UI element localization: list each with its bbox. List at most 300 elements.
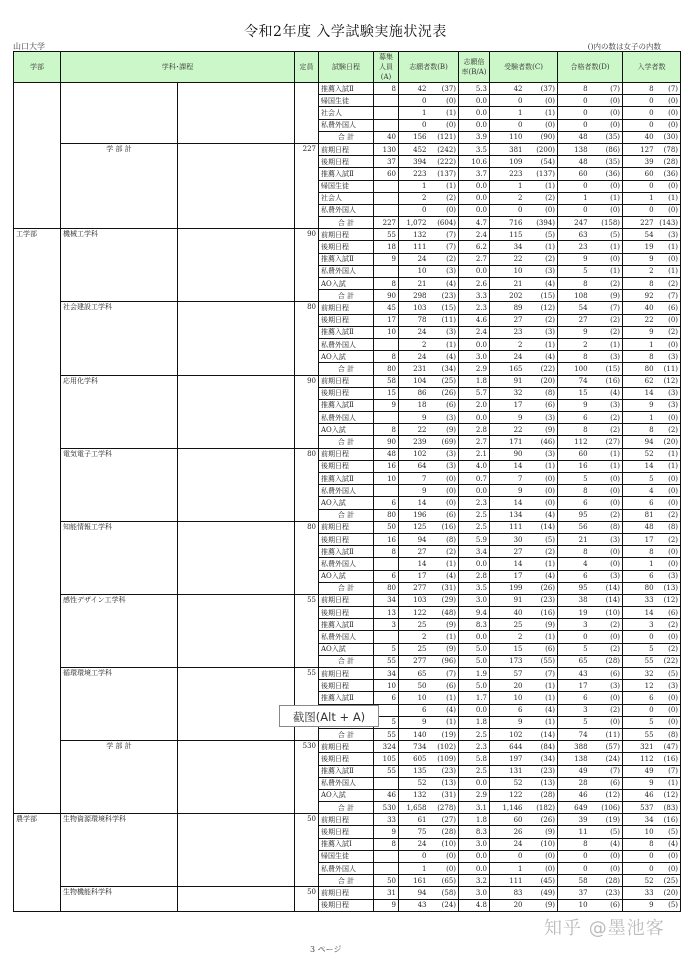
cell-quota: 60 [374,168,399,180]
cell-ratio: 10.6 [459,156,490,168]
cell-enr-f: (2) [656,326,681,338]
cell-enr: 19 [623,241,656,253]
table-body [14,83,681,912]
cell-pass: 56 [558,521,590,533]
cell-pass-f: (2) [590,619,623,631]
cell-ratio: 3.4 [459,546,490,558]
cell-pass: 3 [558,619,590,631]
department-name: 感性デザイン工学科 [61,594,178,667]
cell-app: 277 [399,655,429,667]
cell-app-f: (0) [429,863,459,875]
cell-enr: 8 [623,424,656,436]
cell-app: 75 [399,826,429,838]
cell-enr-f: (3) [656,680,681,692]
cell-quota: 34 [374,668,399,680]
cell-enr: 33 [623,887,656,899]
cell-quota: 9 [374,399,399,411]
cell-pass: 39 [558,814,590,826]
cell-app-f: (27) [429,814,459,826]
cell-app: 64 [399,460,429,472]
cell-app: 6 [399,704,429,716]
cell-app: 2 [399,631,429,643]
cell-app: 42 [399,83,429,95]
exam-type: 推薦入試Ⅰ [319,838,374,850]
cell-enr-f: (2) [656,278,681,290]
cell-ratio: 5.0 [459,655,490,667]
cell-enr-f: (2) [656,533,681,545]
department-name: 社会建設工学科 [61,302,178,375]
exam-type: 合 計 [319,509,374,521]
cell-enr: 8 [623,278,656,290]
cell-app: 298 [399,290,429,302]
cell-app-f: (13) [429,777,459,789]
cell-quota: 6 [374,570,399,582]
cell-exm-f: (14) [525,728,558,740]
cell-exm-f: (3) [525,265,558,277]
cell-enr-f: (20) [656,436,681,448]
exam-type: 推薦入試Ⅱ [319,326,374,338]
cell-enr: 8 [623,546,656,558]
exam-type: 私費外国人 [319,265,374,277]
cell-pass-f: (0) [590,497,623,509]
cell-enr: 60 [623,168,656,180]
cell-quota: 9 [374,899,399,911]
exam-type: 推薦入試Ⅱ [319,168,374,180]
cell-exm: 83 [490,887,525,899]
cell-enr: 9 [623,399,656,411]
cell-app: 94 [399,533,429,545]
cell-quota: 8 [374,83,399,95]
cell-enr-f: (0) [656,558,681,570]
cell-exm-f: (6) [525,399,558,411]
cell-ratio: 2.0 [459,399,490,411]
cell-exm-f: (4) [525,509,558,521]
cell-pass: 8 [558,351,590,363]
cell-pass: 49 [558,765,590,777]
table-row [14,594,681,606]
cell-exm: 644 [490,741,525,753]
cell-ratio: 0.0 [459,119,490,131]
cell-ratio: 2.4 [459,326,490,338]
cell-app: 132 [399,229,429,241]
cell-exm-f: (22) [525,363,558,375]
cell-app-f: (0) [429,850,459,862]
cell-app-f: (3) [429,448,459,460]
cell-app-f: (0) [429,485,459,497]
cell-pass: 8 [558,838,590,850]
cell-quota: 10 [374,680,399,692]
cell-ratio: 4.0 [459,460,490,472]
cell-exm: 42 [490,83,525,95]
cell-app: 21 [399,278,429,290]
cell-exm: 1 [490,107,525,119]
cell-app: 231 [399,363,429,375]
cell-enr: 0 [623,704,656,716]
cell-quota: 90 [374,290,399,302]
cell-pass: 9 [558,399,590,411]
cell-pass: 15 [558,387,590,399]
cell-quota: 16 [374,533,399,545]
table-row [14,741,681,753]
exam-type: 社会人 [319,192,374,204]
cell-exm: 25 [490,619,525,631]
cell-exm: 202 [490,290,525,302]
exam-type: 合 計 [319,802,374,814]
cell-pass-f: (1) [590,448,623,460]
cell-pass-f: (28) [590,655,623,667]
cell-app-f: (102) [429,741,459,753]
cell-app: 52 [399,777,429,789]
header-applicants: 志願者数(B) [399,52,459,83]
cell-quota: 45 [374,302,399,314]
exam-type: 私費外国人 [319,485,374,497]
exam-type: 推薦入試Ⅱ [319,473,374,485]
cell-enr-f: (0) [656,314,681,326]
cell-exm-f: (3) [525,412,558,424]
cell-app: 22 [399,424,429,436]
cell-ratio: 5.7 [459,387,490,399]
exam-type: 合 計 [319,217,374,229]
cell-quota [374,777,399,789]
cell-exm: 2 [490,338,525,350]
cell-app-f: (2) [429,192,459,204]
cell-ratio: 0.0 [459,265,490,277]
cell-exm: 21 [490,278,525,290]
cell-pass-f: (106) [590,802,623,814]
cell-enr: 537 [623,802,656,814]
cell-enr: 0 [623,180,656,192]
cell-exm-f: (49) [525,887,558,899]
course-cell [178,448,295,521]
cell-enr-f: (2) [656,643,681,655]
cell-quota: 9 [374,826,399,838]
cell-enr: 55 [623,728,656,740]
exam-type: 前期日程 [319,521,374,533]
cell-quota: 46 [374,789,399,801]
course-cell [178,668,295,741]
cell-exm-f: (0) [525,863,558,875]
cell-pass: 0 [558,631,590,643]
cell-app: 2 [399,192,429,204]
cell-pass-f: (0) [590,204,623,216]
cell-pass-f: (0) [590,863,623,875]
cell-enr-f: (8) [656,521,681,533]
cell-app-f: (4) [429,351,459,363]
cell-enr-f: (12) [656,375,681,387]
cell-exm-f: (55) [525,655,558,667]
cell-enr-f: (7) [656,290,681,302]
cell-enr: 9 [623,899,656,911]
cell-enr-f: (0) [656,338,681,350]
cell-app-f: (6) [429,680,459,692]
cell-enr: 54 [623,229,656,241]
cell-quota: 50 [374,875,399,887]
exam-type: 前期日程 [319,741,374,753]
cell-exm-f: (7) [525,668,558,680]
exam-type: 前期日程 [319,668,374,680]
cell-pass: 58 [558,875,590,887]
cell-pass: 46 [558,789,590,801]
course-cell [178,302,295,375]
exam-type: 後期日程 [319,826,374,838]
cell-enr: 227 [623,217,656,229]
exam-type: 推薦入試Ⅱ [319,399,374,411]
table-row [14,143,681,155]
cell-exm-f: (1) [525,107,558,119]
cell-enr: 40 [623,302,656,314]
cell-enr: 1 [623,412,656,424]
cell-enr: 1 [623,338,656,350]
cell-exm-f: (26) [525,814,558,826]
cell-exm: 10 [490,692,525,704]
cell-enr: 80 [623,363,656,375]
exam-type: 後期日程 [319,314,374,326]
cell-app: 452 [399,143,429,155]
cell-app-f: (9) [429,643,459,655]
cell-enr-f: (13) [656,582,681,594]
cell-exm: 9 [490,716,525,728]
exam-type: 社会人 [319,107,374,119]
cell-pass: 6 [558,412,590,424]
exam-type: 推薦入試Ⅱ [319,83,374,95]
cell-ratio: 2.8 [459,570,490,582]
cell-enr-f: (5) [656,826,681,838]
cell-quota: 6 [374,497,399,509]
cell-ratio: 9.4 [459,607,490,619]
cell-ratio: 5.0 [459,643,490,655]
cell-pass-f: (2) [590,314,623,326]
cell-app-f: (3) [429,265,459,277]
cell-exm-f: (13) [525,777,558,789]
cell-exm: 14 [490,558,525,570]
capacity: 50 [295,887,319,911]
cell-exm-f: (0) [525,485,558,497]
watermark: 知乎 @墨池客 [544,918,665,939]
cell-exm: 23 [490,326,525,338]
cell-enr-f: (6) [656,607,681,619]
cell-app-f: (2) [429,253,459,265]
cell-exm: 223 [490,168,525,180]
cell-enr-f: (3) [656,399,681,411]
cell-app-f: (0) [429,473,459,485]
cell-enr-f: (1) [656,448,681,460]
cell-exm-f: (46) [525,436,558,448]
cell-exm: 173 [490,655,525,667]
cell-pass: 2 [558,338,590,350]
cell-enr: 6 [623,497,656,509]
cell-pass-f: (2) [590,412,623,424]
faculty-subtotal-label: 学 部 計 [61,741,178,814]
cell-exm: 17 [490,570,525,582]
cell-enr-f: (143) [656,217,681,229]
cell-exm-f: (182) [525,802,558,814]
cell-exm: 171 [490,436,525,448]
screenshot-tooltip: 截图(Alt + A) [279,705,379,727]
cell-ratio: 1.8 [459,814,490,826]
cell-quota [374,107,399,119]
cell-exm-f: (0) [525,204,558,216]
cell-app: 605 [399,753,429,765]
cell-app-f: (1) [429,716,459,728]
cell-pass: 100 [558,363,590,375]
cell-quota: 17 [374,314,399,326]
cell-app-f: (7) [429,668,459,680]
cell-quota: 8 [374,278,399,290]
cell-quota: 227 [374,217,399,229]
cell-ratio: 0.0 [459,107,490,119]
cell-quota: 5 [374,643,399,655]
exam-type: 私費外国人 [319,631,374,643]
exam-type: AO入試 [319,643,374,655]
cell-pass: 11 [558,826,590,838]
cell-ratio: 5.9 [459,533,490,545]
cell-ratio: 2.7 [459,436,490,448]
exam-type: AO入試 [319,424,374,436]
cell-exm-f: (2) [525,192,558,204]
cell-quota: 40 [374,131,399,143]
table-row [14,448,681,460]
cell-enr-f: (0) [656,850,681,862]
cell-app: 1,658 [399,802,429,814]
cell-pass-f: (0) [590,631,623,643]
cell-ratio: 2.5 [459,509,490,521]
cell-app-f: (23) [429,290,459,302]
cell-pass-f: (23) [590,887,623,899]
cell-app: 122 [399,607,429,619]
cell-ratio: 2.5 [459,521,490,533]
cell-enr-f: (12) [656,789,681,801]
cell-exm-f: (54) [525,156,558,168]
cell-exm-f: (5) [525,533,558,545]
cell-enr-f: (2) [656,619,681,631]
cell-ratio: 0.0 [459,95,490,107]
cell-app-f: (3) [429,326,459,338]
cell-app-f: (222) [429,156,459,168]
cell-ratio: 0.0 [459,180,490,192]
cell-pass: 6 [558,497,590,509]
cell-pass: 112 [558,436,590,448]
cell-app-f: (37) [429,83,459,95]
cell-app: 140 [399,728,429,740]
cell-enr-f: (7) [656,83,681,95]
cell-ratio: 0.0 [459,485,490,497]
cell-app-f: (8) [429,533,459,545]
cell-enr: 48 [623,521,656,533]
cell-enr-f: (47) [656,741,681,753]
cell-pass-f: (0) [590,558,623,570]
cell-enr: 2 [623,265,656,277]
cell-enr-f: (4) [656,838,681,850]
department-name: 生物資源環境科学科 [61,814,178,887]
cell-pass: 138 [558,143,590,155]
female-count-note: ()内の数は女子の内数 [587,42,661,51]
cell-enr: 8 [623,838,656,850]
cell-app: 25 [399,619,429,631]
cell-exm-f: (2) [525,314,558,326]
cell-exm: 89 [490,302,525,314]
cell-quota: 80 [374,582,399,594]
cell-app-f: (31) [429,789,459,801]
cell-enr: 0 [623,119,656,131]
cell-pass-f: (7) [590,765,623,777]
cell-exm: 52 [490,777,525,789]
cell-app: 65 [399,668,429,680]
cell-app-f: (11) [429,314,459,326]
department-name: 循環環境工学科 [61,668,178,741]
cell-enr-f: (7) [656,765,681,777]
cell-enr: 8 [623,83,656,95]
cell-exm-f: (84) [525,741,558,753]
cell-app-f: (15) [429,302,459,314]
cell-exm-f: (34) [525,753,558,765]
cell-enr: 6 [623,692,656,704]
cell-enr: 321 [623,741,656,753]
cell-app: 239 [399,436,429,448]
cell-enr-f: (0) [656,716,681,728]
cell-app: 196 [399,509,429,521]
cell-quota: 130 [374,143,399,155]
cell-exm-f: (0) [525,95,558,107]
cell-enr-f: (2) [656,424,681,436]
cell-quota: 33 [374,814,399,826]
exam-type: 後期日程 [319,156,374,168]
cell-app-f: (7) [429,241,459,253]
table-row [14,887,681,899]
cell-exm: 91 [490,594,525,606]
faculty-subtotal-label: 学 部 計 [61,143,178,228]
cell-exm: 14 [490,497,525,509]
cell-pass-f: (2) [590,509,623,521]
cell-quota: 80 [374,509,399,521]
cell-quota: 9 [374,253,399,265]
cell-app: 24 [399,838,429,850]
cell-enr-f: (3) [656,570,681,582]
cell-app: 10 [399,265,429,277]
exam-type: 私費外国人 [319,119,374,131]
cell-pass-f: (0) [590,546,623,558]
cell-exm-f: (1) [525,558,558,570]
cell-app: 0 [399,850,429,862]
exam-type: 合 計 [319,728,374,740]
exam-type: 合 計 [319,655,374,667]
cell-enr: 9 [623,777,656,789]
cell-pass-f: (11) [590,728,623,740]
cell-quota [374,850,399,862]
capacity [295,83,319,144]
cell-app-f: (1) [429,631,459,643]
cell-app-f: (6) [429,509,459,521]
cell-quota: 8 [374,546,399,558]
cell-enr: 94 [623,436,656,448]
cell-pass-f: (4) [590,838,623,850]
capacity: 55 [295,668,319,741]
cell-enr: 0 [623,204,656,216]
cell-pass-f: (3) [590,680,623,692]
cell-exm-f: (1) [525,241,558,253]
cell-exm-f: (1) [525,631,558,643]
cell-exm-f: (4) [525,704,558,716]
cell-app: 10 [399,692,429,704]
cell-app: 24 [399,351,429,363]
cell-pass: 19 [558,607,590,619]
cell-app: 24 [399,326,429,338]
cell-ratio: 1.8 [459,716,490,728]
cell-app: 161 [399,875,429,887]
cell-exm: 6 [490,704,525,716]
cell-enr-f: (0) [656,180,681,192]
cell-exm-f: (1) [525,716,558,728]
exam-type: 帰国生徒 [319,180,374,192]
